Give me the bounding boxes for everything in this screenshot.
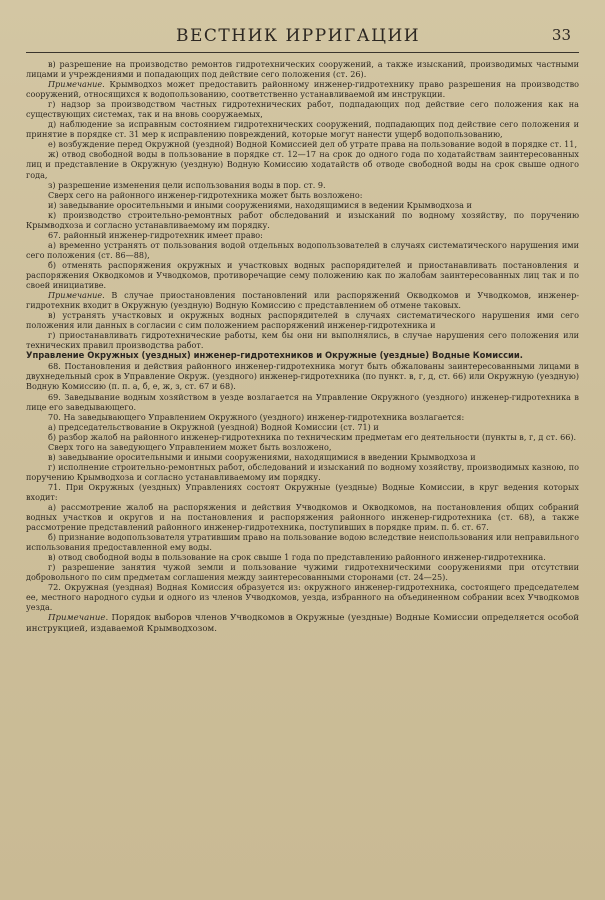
paragraph: к) производство строительно-ремонтных работ обследований и изысканий по водному хозяйству, по поручению Крымводхоза и согласно устанавливаемому им порядку. xyxy=(26,209,579,230)
note-text: Крымводхоз может предоставить районному инженер-гидротехнику право разрешения на производство сооружений, относящихся к водопользованию, соответственно устанавливаемой им инструкции. xyxy=(26,79,579,100)
note-paragraph xyxy=(26,79,579,99)
paragraph: г) разрешение занятия чужой земли и пользование чужими гидротехническими сооружениями при отсутствии добровольного по сим предметам соглашения между заинтересованными сторонами (ст. 24—25). xyxy=(26,562,579,583)
paragraph: е) возбуждение перед Окружной (уездной) Водной Комиссией дел об утрате права на пользование водой в порядке ст. 11, xyxy=(48,139,578,150)
paragraph: з) разрешение изменения цели использования воды в пор. ст. 9. xyxy=(48,179,326,190)
journal-title: ВЕСТНИК ИРРИГАЦИИ xyxy=(176,26,421,46)
paragraph: 67. районный инженер-гидротехник имеет право: xyxy=(48,229,263,240)
paragraph: г) исполнение строительно-ремонтных работ, обследований и изысканий по водному хозяйству, производимых казною, по поручению Крымводхоза и согласно устанавливаемому им порядку. xyxy=(26,461,579,482)
paragraph: б) признание водопользователя утратившим право на пользование водою вследствие неиспользования или неправильного использования предоставленной ему воды. xyxy=(26,532,579,553)
section-heading: Управление Окружных (уездных) инженер-гидротехников и Окружные (уездные) Водные Комиссии. xyxy=(26,350,523,361)
paragraph: б) разбор жалоб на районного инженер-гидротехника по техническим предметам его деятельности (пункты в, г, д ст. 66). xyxy=(48,431,577,442)
note-label: Примечание. xyxy=(48,612,109,623)
paragraph: а) временно устранять от пользования водой отдельных водопользователей в случаях систематического нарушения ими сего положения (ст. 86—88), xyxy=(26,239,579,260)
paragraph: а) рассмотрение жалоб на распоряжения и действия Учводкомов и Окводкомов, на постановления общих собраний водных участков и округов и на постановления и распоряжения районного инженер-гидротехника (ст. 68), а также рассмотрение представлений районного инженер-гидротехника, поступивших в порядке прим. п. б. ст. 67. xyxy=(26,502,579,533)
paragraph: 69. Заведывание водным хозяйством в уезде возлагается на Управление Окружного (уездного) инженер-гидротехника в лице его заведывающего. xyxy=(26,391,579,412)
paragraph: д) наблюдение за исправным состоянием гидротехнических сооружений, подпадающих под действие сего положения и принятие в порядке ст. 31 мер к исправлению повреждений, которые могут нанести ущерб водопользованию, xyxy=(26,119,579,140)
paragraph: 71. При Окружных (уездных) Управлениях состоят Окружные (уездные) Водные Комиссии, в круг ведения которых входит: xyxy=(26,481,579,502)
paragraph: 70. На заведывающего Управлением Окружного (уездного) инженер-гидротехника возлагается: xyxy=(48,411,465,422)
note-label: Примечание. xyxy=(48,79,105,90)
article-body xyxy=(26,59,579,635)
note-label: Примечание. xyxy=(48,290,105,301)
paragraph: Сверх сего на районного инженер-гидротехника может быть возложено: xyxy=(48,189,363,200)
paragraph: Сверх того на заведующего Управлением может быть возложено, xyxy=(48,441,332,452)
paragraph: г) приостанавливать гидротехнические работы, кем бы они ни выполнялись, в случае нарушения сего положения или технических правил производства работ. xyxy=(26,330,579,351)
paragraph: 72. Окружная (уездная) Водная Комиссия образуется из: окружного инженер-гидротехника, состоящего председателем ее, местного народного судьи и одного из членов Учводкомов, уезда, избранного на объединенном собрании всех Учводкомов уезда. xyxy=(26,582,579,613)
paragraph: в) заведывание оросительными и иными сооружениями, находящимися в введении Крымводхоза и xyxy=(48,451,476,462)
running-header xyxy=(26,22,579,53)
paragraph: г) надзор за производством частных гидротехнических работ, подпадающих под действие сего положения как на существующих системах, так и на вновь сооружаемых, xyxy=(26,99,579,120)
note-paragraph xyxy=(26,290,579,310)
paragraph: в) устранять участковых и окружных водных распорядителей в случаях систематического нарушения ими сего положения или данных в согласии с сим положением распоряжений инженер-гидротехника и xyxy=(26,310,579,331)
paragraph: ж) отвод свободной воды в пользование в порядке ст. 12—17 на срок до одного года по ходатайствам заинтересованных лиц и представление в Окружную (уездную) Водную Комиссию ходатайств об отводе свободной воды на срок свыше одного года, xyxy=(26,149,579,180)
page-number: 33 xyxy=(551,26,571,44)
paragraph: в) разрешение на производство ремонтов гидротехнических сооружений, а также изысканий, производимых частными лицами и учреждениями и попадающих под действие сего положения (ст. 26). xyxy=(26,59,579,80)
paragraph: а) председательствование в Окружной (уездной) Водной Комиссии (ст. 71) и xyxy=(48,421,379,432)
paragraph: в) отвод свободной воды в пользование на срок свыше 1 года по представлению районного инженер-гидротехника. xyxy=(48,552,546,563)
note-text: В случае приостановления постановлений или распоряжений Окводкомов и Учводкомов, инженер-гидротехник входит в Окружную (уездную) Водную Комиссию с представлением об отмене таковых. xyxy=(26,290,579,311)
note-paragraph xyxy=(26,613,579,635)
paragraph: и) заведывание оросительными и иными сооружениями, находящимися в ведении Крымводхоза и xyxy=(48,199,472,210)
note-text: Порядок выборов членов Учводкомов в Окружные (уездные) Водные Комиссии определяется особой инструкцией, издаваемой Крымводхозом. xyxy=(26,612,579,634)
paragraph: б) отменять распоряжения окружных и участковых водных распорядителей и приостанавливать постановления и распоряжения Окводкомов и Учводкомов, противоречащие сему положению как по жалобам заинтересованных лиц так и по своей инициативе. xyxy=(26,259,579,291)
paragraph: 68. Постановления и действия районного инженер-гидротехника могут быть обжалованы заинтересованными лицами в двухнедельный срок в Управление Окруж. (уездного) инженер-гидротехника (по пункт. в, г, д, ст. 66) или Окружную (уездную) Водную Комиссию (п. п. а, б, е, ж, з, ст. 67 и 68). xyxy=(26,361,579,392)
